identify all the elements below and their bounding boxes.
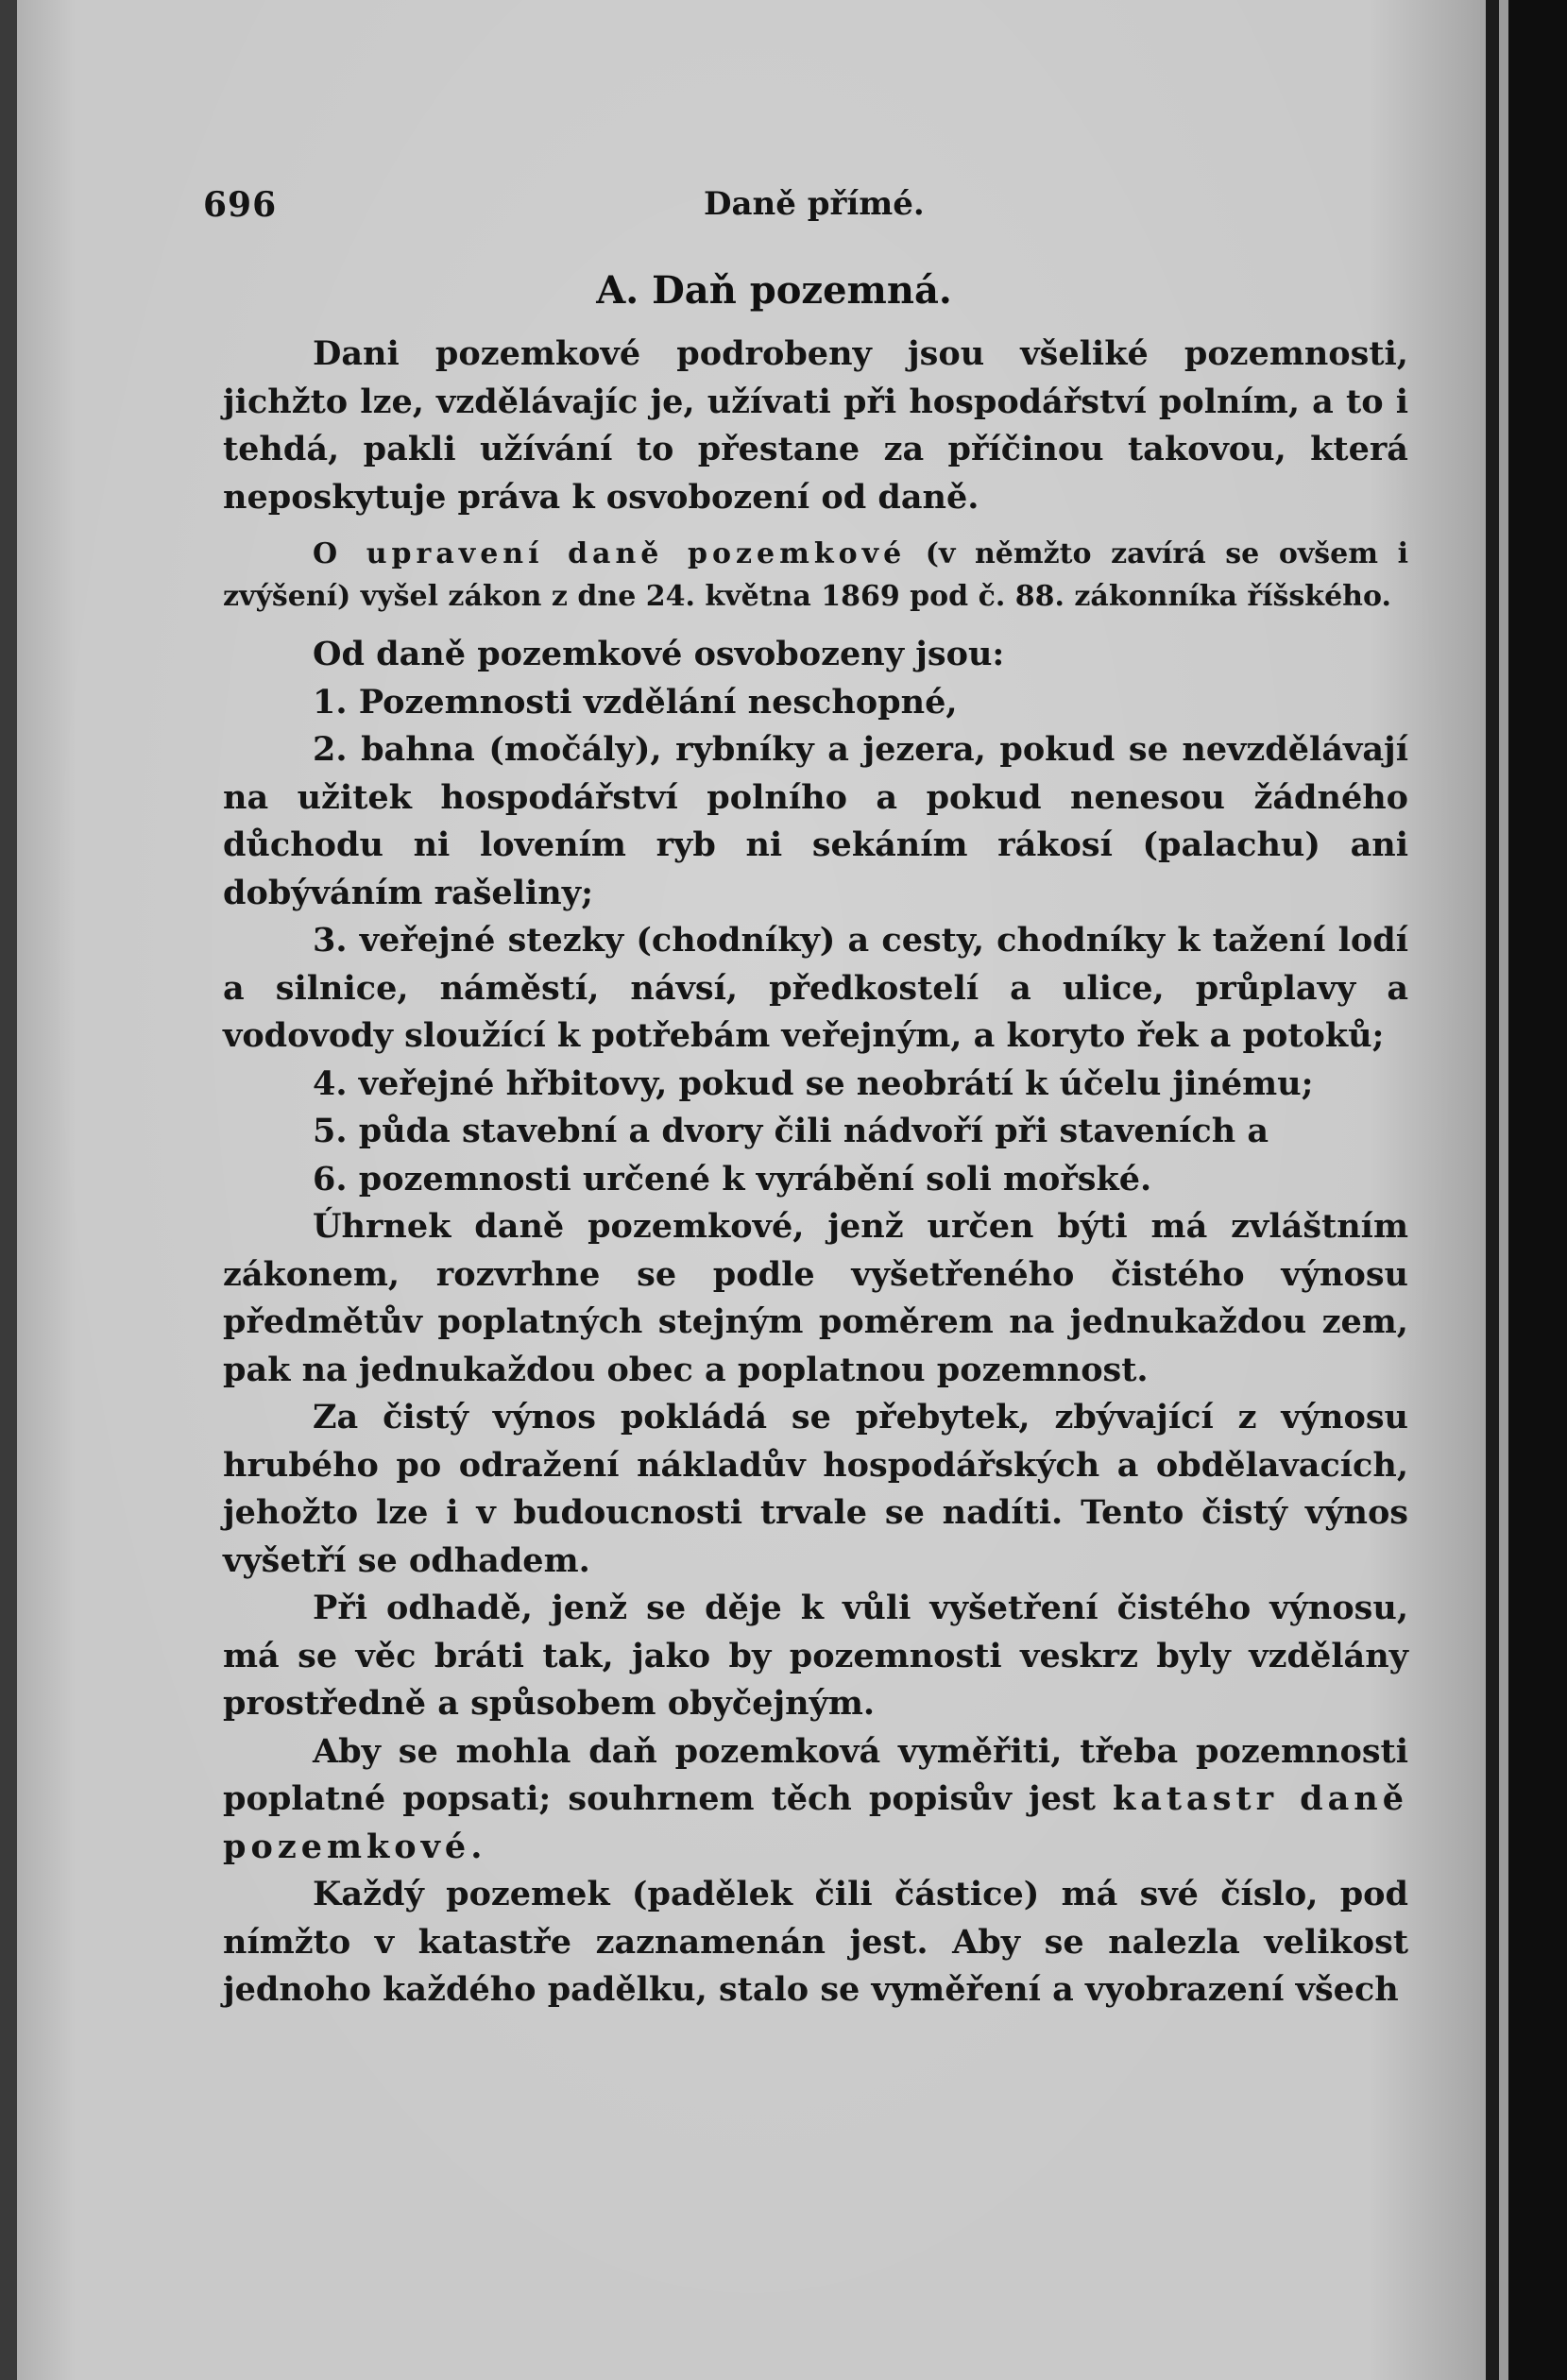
body-text	[223, 331, 1408, 2014]
next-page-edge	[1499, 0, 1508, 2380]
page-number: 696	[203, 185, 278, 225]
paragraph-7-end: .	[470, 1827, 483, 1866]
exemption-item-6: 6. pozemnosti určené k vyrábění soli mořské.	[313, 1159, 1152, 1198]
exemption-item-3: 3. veřejné stezky (chodníky) a cesty, chodníky k tažení lodí a silnice, náměstí, návsí, předkostelí a ulice, průplavy a vodovody sloužící k potřebám veřejným, a koryto řek a potoků;	[223, 921, 1408, 1055]
paragraph-5: Za čistý výnos pokládá se přebytek, zbývající z výnosu hrubého po odražení nákladův hospodářských a obdělavacích, jehožto lze i v budoucnosti trvale se nadíti. Tento čistý výnos vyšetří se odhadem.	[223, 1398, 1408, 1580]
paragraph-2-rest: (v němžto zavírá se ovšem i zvýšení) vyšel zákon z dne 24. května 1869 pod č. 88. zákonníka říšského.	[223, 537, 1408, 613]
section-title: A. Daň pozemná.	[596, 268, 952, 313]
exemptions-intro: Od daně pozemkové osvobozeny jsou:	[313, 635, 1005, 673]
paragraph-1: Dani pozemkové podrobeny jsou všeliké pozemnosti, jichžto lze, vzdělávajíc je, užívati při hospodářství polním, a to i tehdá, pakli užívání to přestane za příčinou takovou, která neposkytuje práva k osvobození od daně.	[223, 334, 1408, 517]
exemption-item-2: 2. bahna (močály), rybníky a jezera, pokud se nevzdělávají na užitek hospodářství polního a pokud nenesou žádného důchodu ni lovením ryb ni sekáním rákosí (palachu) ani dobýváním rašeliny;	[223, 730, 1408, 912]
running-head: Daně přímé.	[704, 185, 925, 223]
page-edge-shadow	[1486, 0, 1499, 2380]
exemption-item-4: 4. veřejné hřbitovy, pokud se neobrátí k účelu jinému;	[313, 1063, 1314, 1103]
paragraph-7-start: Aby se mohla daň pozemková vyměřiti, třeba pozemnosti poplatné popsati; souhrnem těch popisův jest	[223, 1731, 1408, 1818]
paragraph-4: Úhrnek daně pozemkové, jenž určen býti má zvláštním zákonem, rozvrhne se podle vyšetřeného čistého výnosu předmětův poplatných stejným poměrem na jednukaždou zem, pak na jednukaždou obec a poplatnou pozemnost.	[223, 1207, 1408, 1389]
spaced-phrase: O upravení daně pozemkové	[313, 537, 907, 570]
exemption-item-5: 5. půda stavební a dvory čili nádvoří při staveních a	[313, 1112, 1269, 1150]
exemption-item-1: 1. Pozemnosti vzdělání neschopné,	[313, 682, 958, 722]
paragraph-8: Každý pozemek (padělek čili částice) má své číslo, pod nímžto v katastře zaznamenán jest. Aby se nalezla velikost jednoho každého padělku, stalo se vyměření a vyobrazení všech	[223, 1875, 1408, 2009]
scan-background	[1508, 0, 1567, 2380]
page-header	[203, 185, 1412, 229]
paragraph-7	[223, 1728, 1408, 1872]
paragraph-6: Při odhadě, jenž se děje k vůli vyšetření čistého výnosu, má se věc bráti tak, jako by pozemnosti veskrz byly vzdělány prostředně a spůsobem obyčejným.	[223, 1589, 1408, 1723]
paragraph-2	[223, 533, 1408, 618]
spaced-term: katastr daně pozemkové	[223, 1779, 1408, 1866]
